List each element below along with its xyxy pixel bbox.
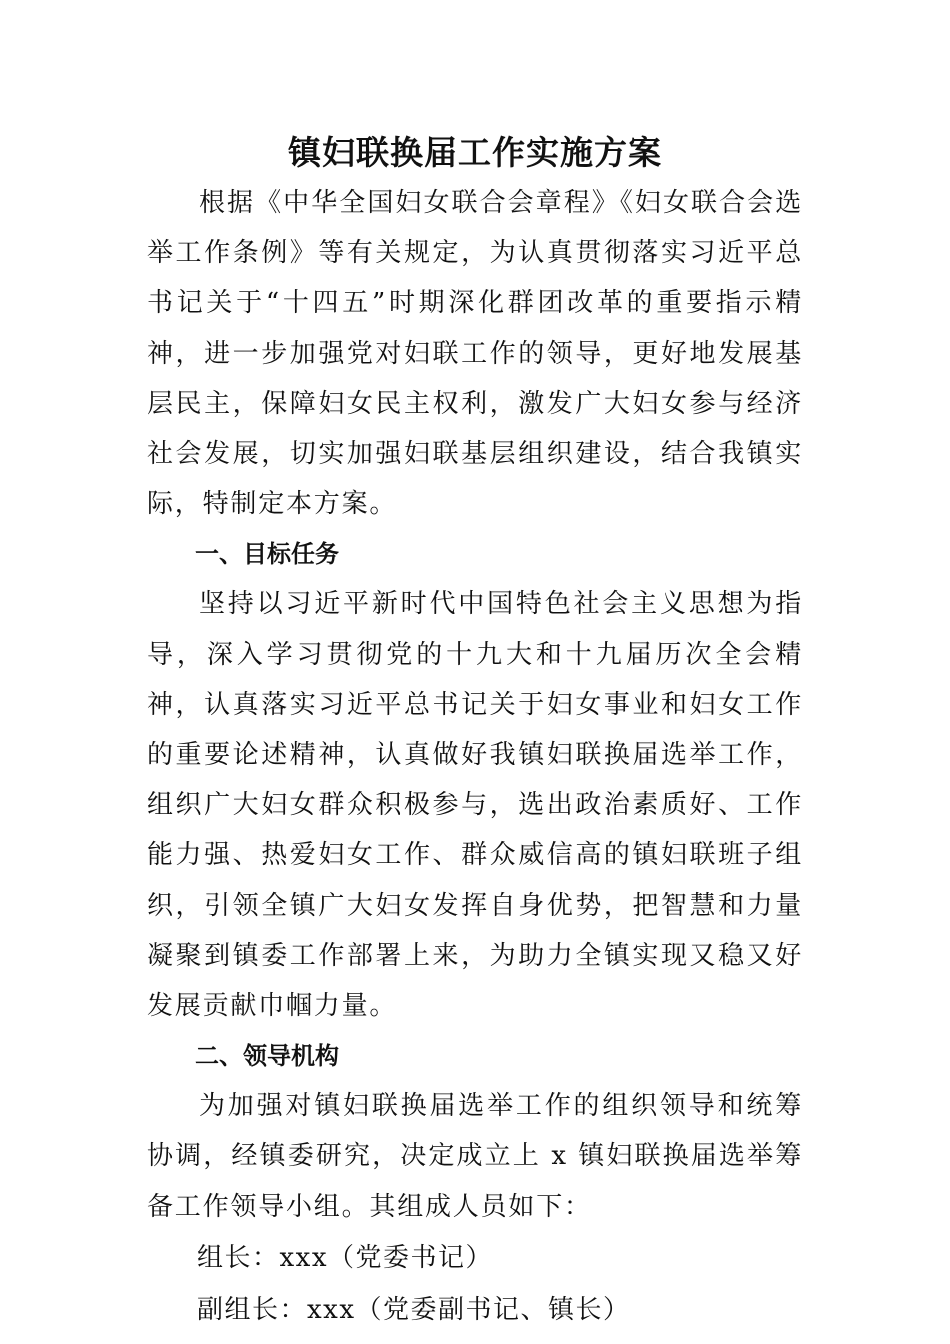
document-body bbox=[147, 128, 803, 1336]
section-body-leadership: 为加强对镇妇联换届选举工作的组织领导和统筹协调，经镇委研究，决定成立上 x 镇妇联换届选举筹备工作领导小组。其组成人员如下： bbox=[147, 1091, 803, 1222]
intro-paragraph: 根据《中华全国妇女联合会章程》《妇女联合会选举工作条例》等有关规定，为认真贯彻落实习近平总书记关于“十四五”时期深化群团改革的重要指示精神，进一步加强党对妇联工作的领导，更好地发展基层民主，保障妇女民主权利，激发广大妇女参与经济社会发展，切实加强妇联基层组织建设，结合我镇实际，特制定本方案。 bbox=[147, 188, 803, 520]
member-deputy-leader: 副组长：xxx（党委副书记、镇长） bbox=[197, 1294, 631, 1325]
document-title: 镇妇联换届工作实施方案 bbox=[288, 133, 662, 172]
section-body-goals: 坚持以习近平新时代中国特色社会主义思想为指导，深入学习贯彻党的十九大和十九届历次全会精神，认真落实习近平总书记关于妇女事业和妇女工作的重要论述精神，认真做好我镇妇联换届选举工作，组织广大妇女群众积极参与，选出政治素质好、工作能力强、热爱妇女工作、群众威信高的镇妇联班子组织，引领全镇广大妇女发挥自身优势，把智慧和力量凝聚到镇委工作部署上来，为助力全镇实现又稳又好发展贡献巾帼力量。 bbox=[147, 589, 803, 1022]
section-heading-leadership: 二、领导机构 bbox=[195, 1042, 339, 1071]
member-leader: 组长：xxx（党委书记） bbox=[197, 1242, 493, 1273]
section-heading-goals: 一、目标任务 bbox=[195, 540, 339, 569]
